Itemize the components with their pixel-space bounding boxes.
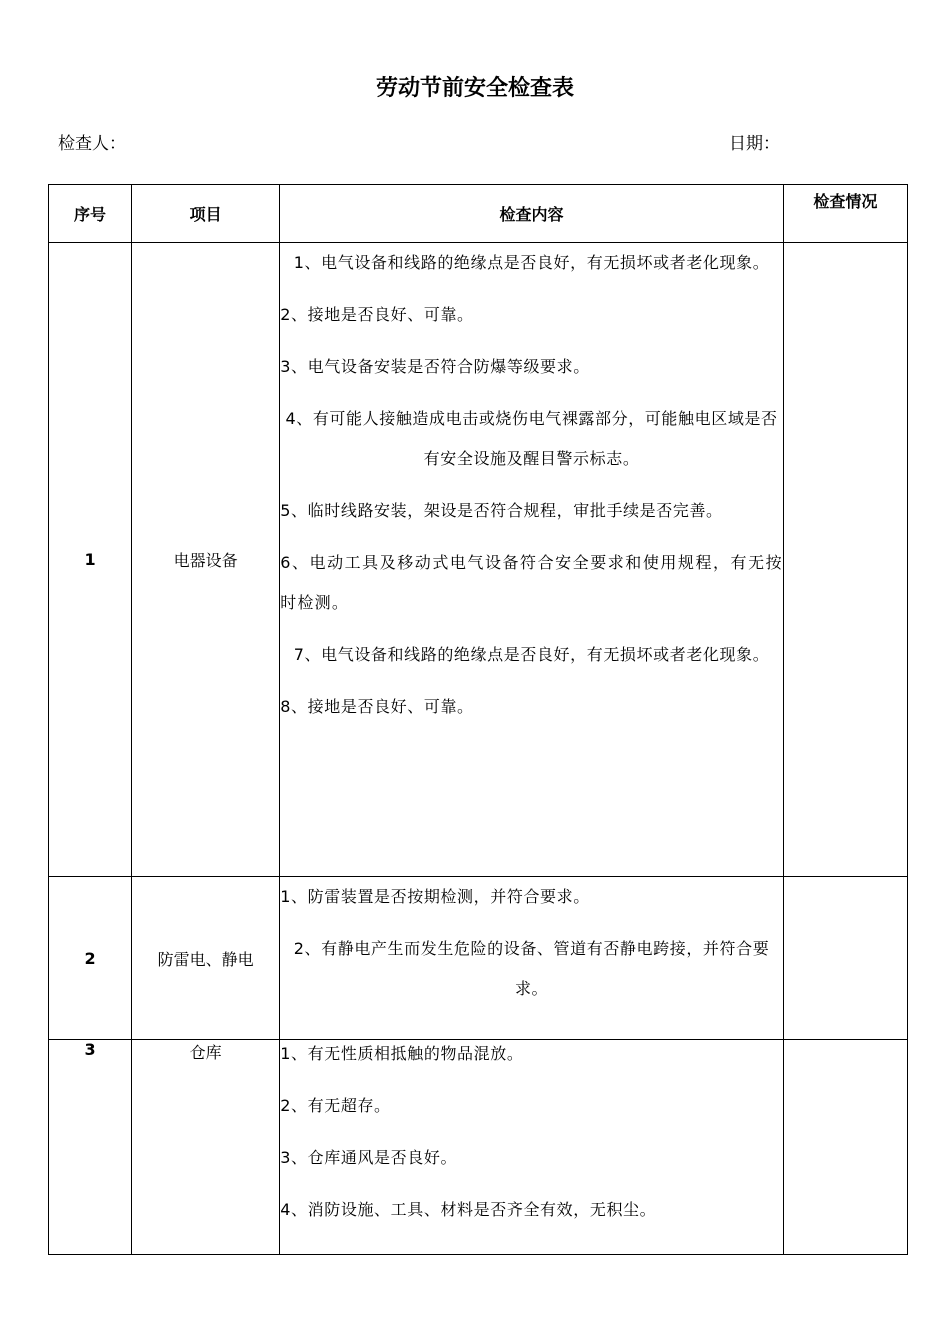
date-label: 日期： xyxy=(729,134,780,154)
check-point: 2、接地是否良好、可靠。 xyxy=(280,305,474,324)
check-point: 1、防雷装置是否按期检测，并符合要求。 xyxy=(280,887,590,906)
check-point: 3、仓库通风是否良好。 xyxy=(280,1148,458,1167)
check-point: 4、消防设施、工具、材料是否齐全有效，无积尘。 xyxy=(280,1200,657,1219)
row-content xyxy=(280,243,784,877)
header-result: 检查情况 xyxy=(783,185,907,243)
row-number: 3 xyxy=(49,1040,132,1255)
header-content: 检查内容 xyxy=(280,185,784,243)
result-cell[interactable] xyxy=(783,1040,907,1255)
check-point: 3、电气设备安装是否符合防爆等级要求。 xyxy=(280,357,590,376)
result-cell[interactable] xyxy=(783,243,907,877)
result-cell[interactable] xyxy=(783,877,907,1040)
row-number: 2 xyxy=(49,877,132,1040)
row-item: 仓库 xyxy=(132,1040,280,1255)
table-row xyxy=(49,243,908,877)
check-point: 5、临时线路安装，架设是否符合规程，审批手续是否完善。 xyxy=(280,501,723,520)
check-point: 2、有静电产生而发生危险的设备、管道有否静电跨接，并符合要求。 xyxy=(293,939,770,998)
check-point: 8、接地是否良好、可靠。 xyxy=(280,697,474,716)
check-point: 6、电动工具及移动式电气设备符合安全要求和使用规程，有无按时检测。 xyxy=(280,553,783,612)
check-point: 2、有无超存。 xyxy=(280,1096,391,1115)
row-content xyxy=(280,877,784,1040)
inspection-table xyxy=(48,184,908,1255)
table-row xyxy=(49,1040,908,1255)
check-point: 1、有无性质相抵触的物品混放。 xyxy=(280,1044,524,1063)
row-content xyxy=(280,1040,784,1255)
check-point: 4、有可能人接触造成电击或烧伤电气裸露部分，可能触电区域是否有安全设施及醒目警示标志。 xyxy=(285,409,778,468)
page-title: 劳动节前安全检查表 xyxy=(375,75,574,101)
row-number: 1 xyxy=(49,243,132,877)
check-point: 1、电气设备和线路的绝缘点是否良好，有无损坏或者老化现象。 xyxy=(293,253,770,272)
check-point: 7、电气设备和线路的绝缘点是否良好，有无损坏或者老化现象。 xyxy=(293,645,770,664)
row-item: 电器设备 xyxy=(132,243,280,877)
table-header-row xyxy=(49,185,908,243)
header-no: 序号 xyxy=(49,185,132,243)
row-item: 防雷电、静电 xyxy=(132,877,280,1040)
inspector-label: 检查人： xyxy=(58,134,126,154)
table-row xyxy=(49,877,908,1040)
header-item: 项目 xyxy=(132,185,280,243)
